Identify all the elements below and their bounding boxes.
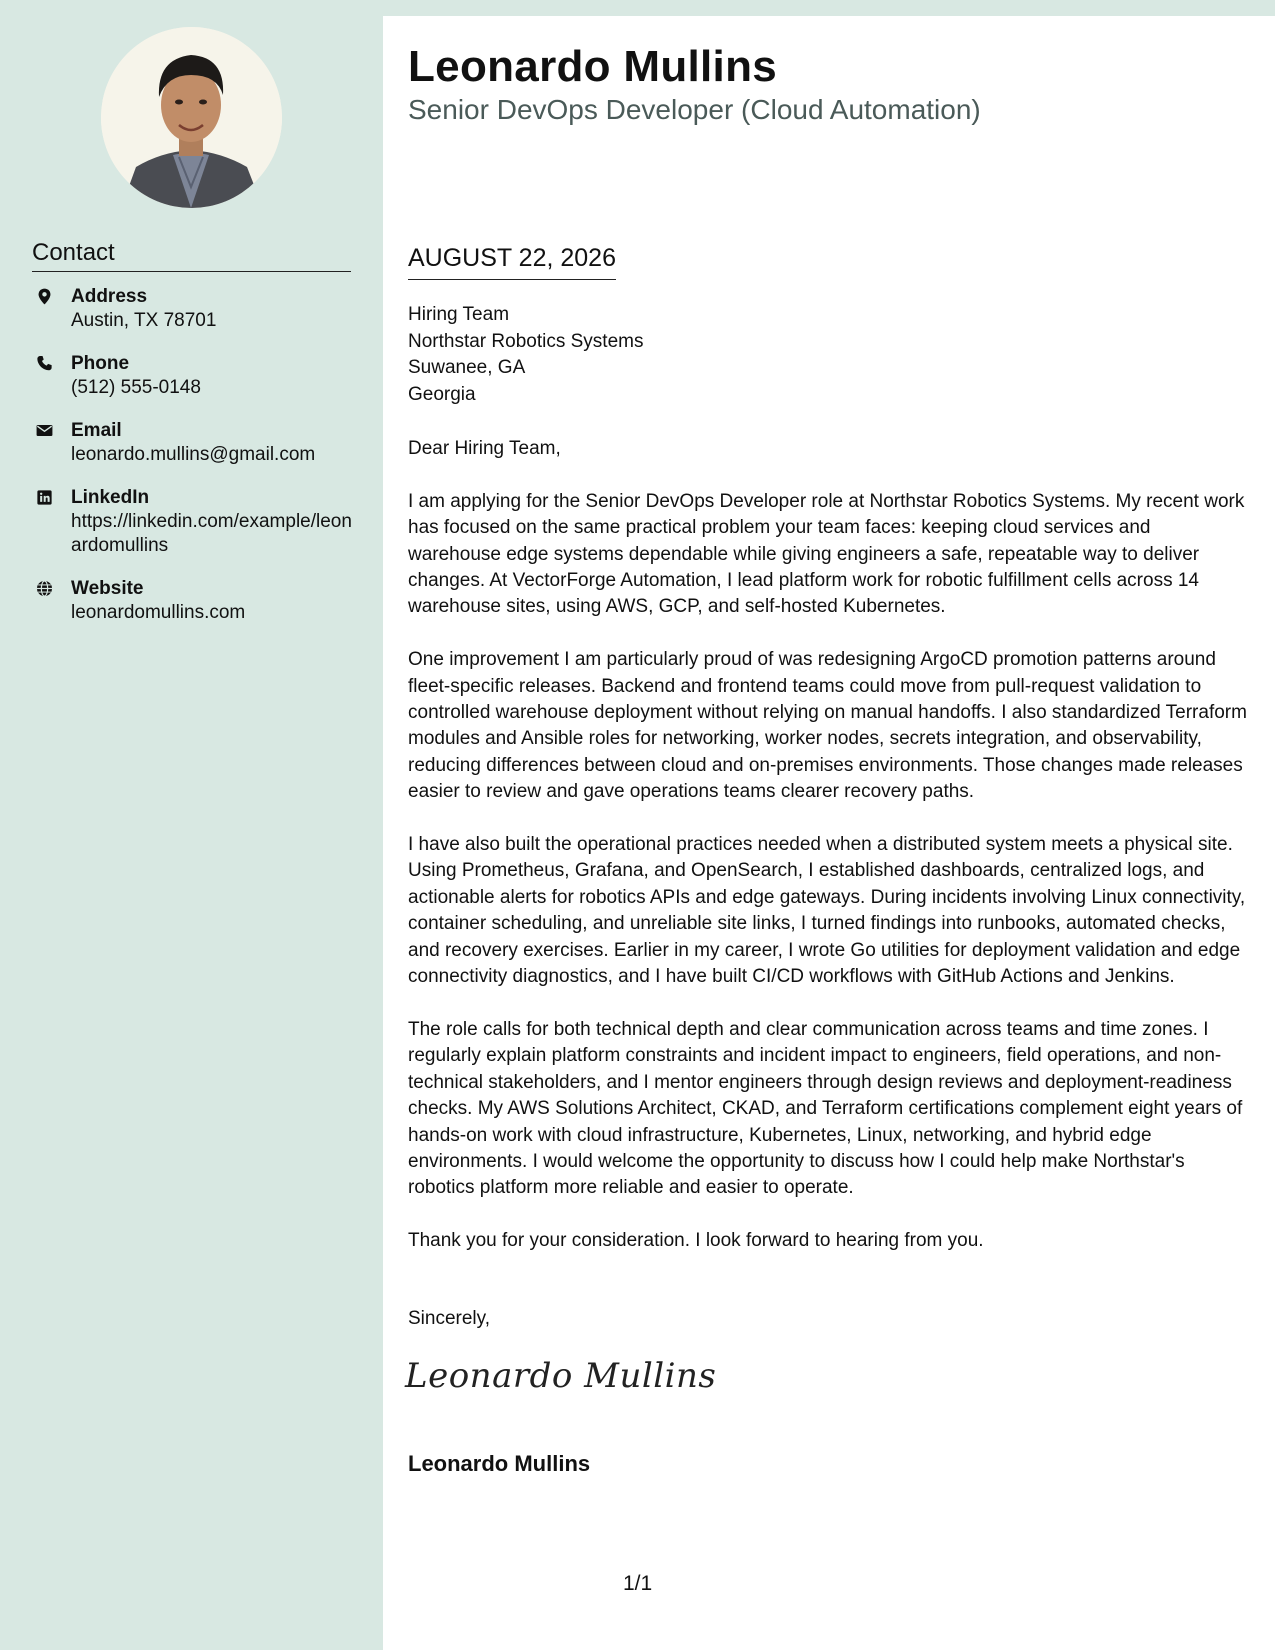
contact-label: LinkedIn [71,487,150,508]
contact-item-website [32,577,362,625]
contact-label: Website [71,578,144,599]
page-number: 1/1 [623,1572,653,1595]
body-paragraph: Thank you for your consideration. I look forward to hearing from you. [408,1230,984,1252]
avatar [101,27,282,208]
contact-item-phone [32,352,362,400]
recipient-line: Suwanee, GA [408,357,526,378]
body-paragraph: I am applying for the Senior DevOps Developer role at Northstar Robotics Systems. My recent work has focused on the same practical problem your team faces: keeping cloud services and warehouse edge systems dependable while giving engineers a safe, repeatable way to deliver changes. At VectorForge Automation, I lead platform work for robotic fulfillment cells across 14 warehouse sites, using AWS, GCP, and self-hosted Kubernetes. [408,490,1245,618]
body-paragraph: One improvement I am particularly proud of was redesigning ArgoCD promotion patterns around fleet-specific releases. Backend and frontend teams could move from pull-request validation to controlled warehouse deployment without relying on manual handoffs. I also standardized Terraform modules and Ansible roles for networking, worker nodes, secrets integration, and observability, reducing differences between cloud and on-premises environments. Those changes made releases easier to review and gave operations teams clearer recovery paths. [408,649,1247,803]
signoff-name: Leonardo Mullins [408,1451,591,1476]
contact-label: Address [71,286,148,307]
handwritten-signature: Leonardo Mullins [405,1356,717,1396]
map-pin-icon [35,287,54,306]
recipient-line: Hiring Team [408,304,510,325]
letter-main [383,16,1275,1650]
contact-value: (512) 555-0148 [71,377,201,398]
contact-heading: Contact [32,239,351,272]
recipient-block [408,302,643,408]
envelope-icon [35,421,54,440]
sidebar [0,0,383,1650]
linkedin-icon [35,488,54,507]
contact-item-linkedin [32,486,362,558]
job-title: Senior DevOps Developer (Cloud Automation) [408,94,981,125]
contact-value[interactable]: leonardomullins.com [71,602,246,623]
contact-item-address [32,285,362,333]
closing: Sincerely, [408,1308,491,1329]
contact-value[interactable]: https://linkedin.com/example/leonardomullins [71,511,352,556]
contact-value: leonardo.mullins@gmail.com [71,444,316,465]
letter-body [408,436,1248,1281]
body-paragraph: The role calls for both technical depth and clear communication across teams and time zones. I regularly explain platform constraints and incident impact to engineers, field operations, and non-technical stakeholders, and I mentor engineers through design reviews and deployment-readiness checks. My AWS Solutions Architect, CKAD, and Terraform certifications complement eight years of hands-on work with cloud infrastructure, Kubernetes, Linux, networking, and hybrid edge environments. I would welcome the opportunity to discuss how I could help make Northstar's robotics platform more reliable and easier to operate. [408,1018,1243,1199]
globe-icon [35,579,54,598]
contact-value: Austin, TX 78701 [71,310,217,331]
contact-label: Phone [71,353,130,374]
salutation: Dear Hiring Team, [408,438,561,459]
applicant-name: Leonardo Mullins [408,42,778,91]
phone-icon [35,354,54,373]
body-paragraph: I have also built the operational practices needed when a distributed system meets a physical site. Using Prometheus, Grafana, and OpenSearch, I established dashboards, centralized logs, and actionable alerts for robotics APIs and edge gateways. During incidents involving Linux connectivity, container scheduling, and unreliable site links, I turned findings into runbooks, automated checks, and recovery exercises. Earlier in my career, I wrote Go utilities for deployment validation and edge connectivity diagnostics, and I have built CI/CD workflows with GitHub Actions and Jenkins. [408,834,1246,988]
letter-date: AUGUST 22, 2026 [408,244,616,280]
recipient-line: Georgia [408,383,476,405]
contact-label: Email [71,420,122,441]
profile-photo [101,27,282,208]
contact-item-email [32,419,362,467]
contact-list [32,285,362,644]
recipient-line: Northstar Robotics Systems [408,330,644,352]
